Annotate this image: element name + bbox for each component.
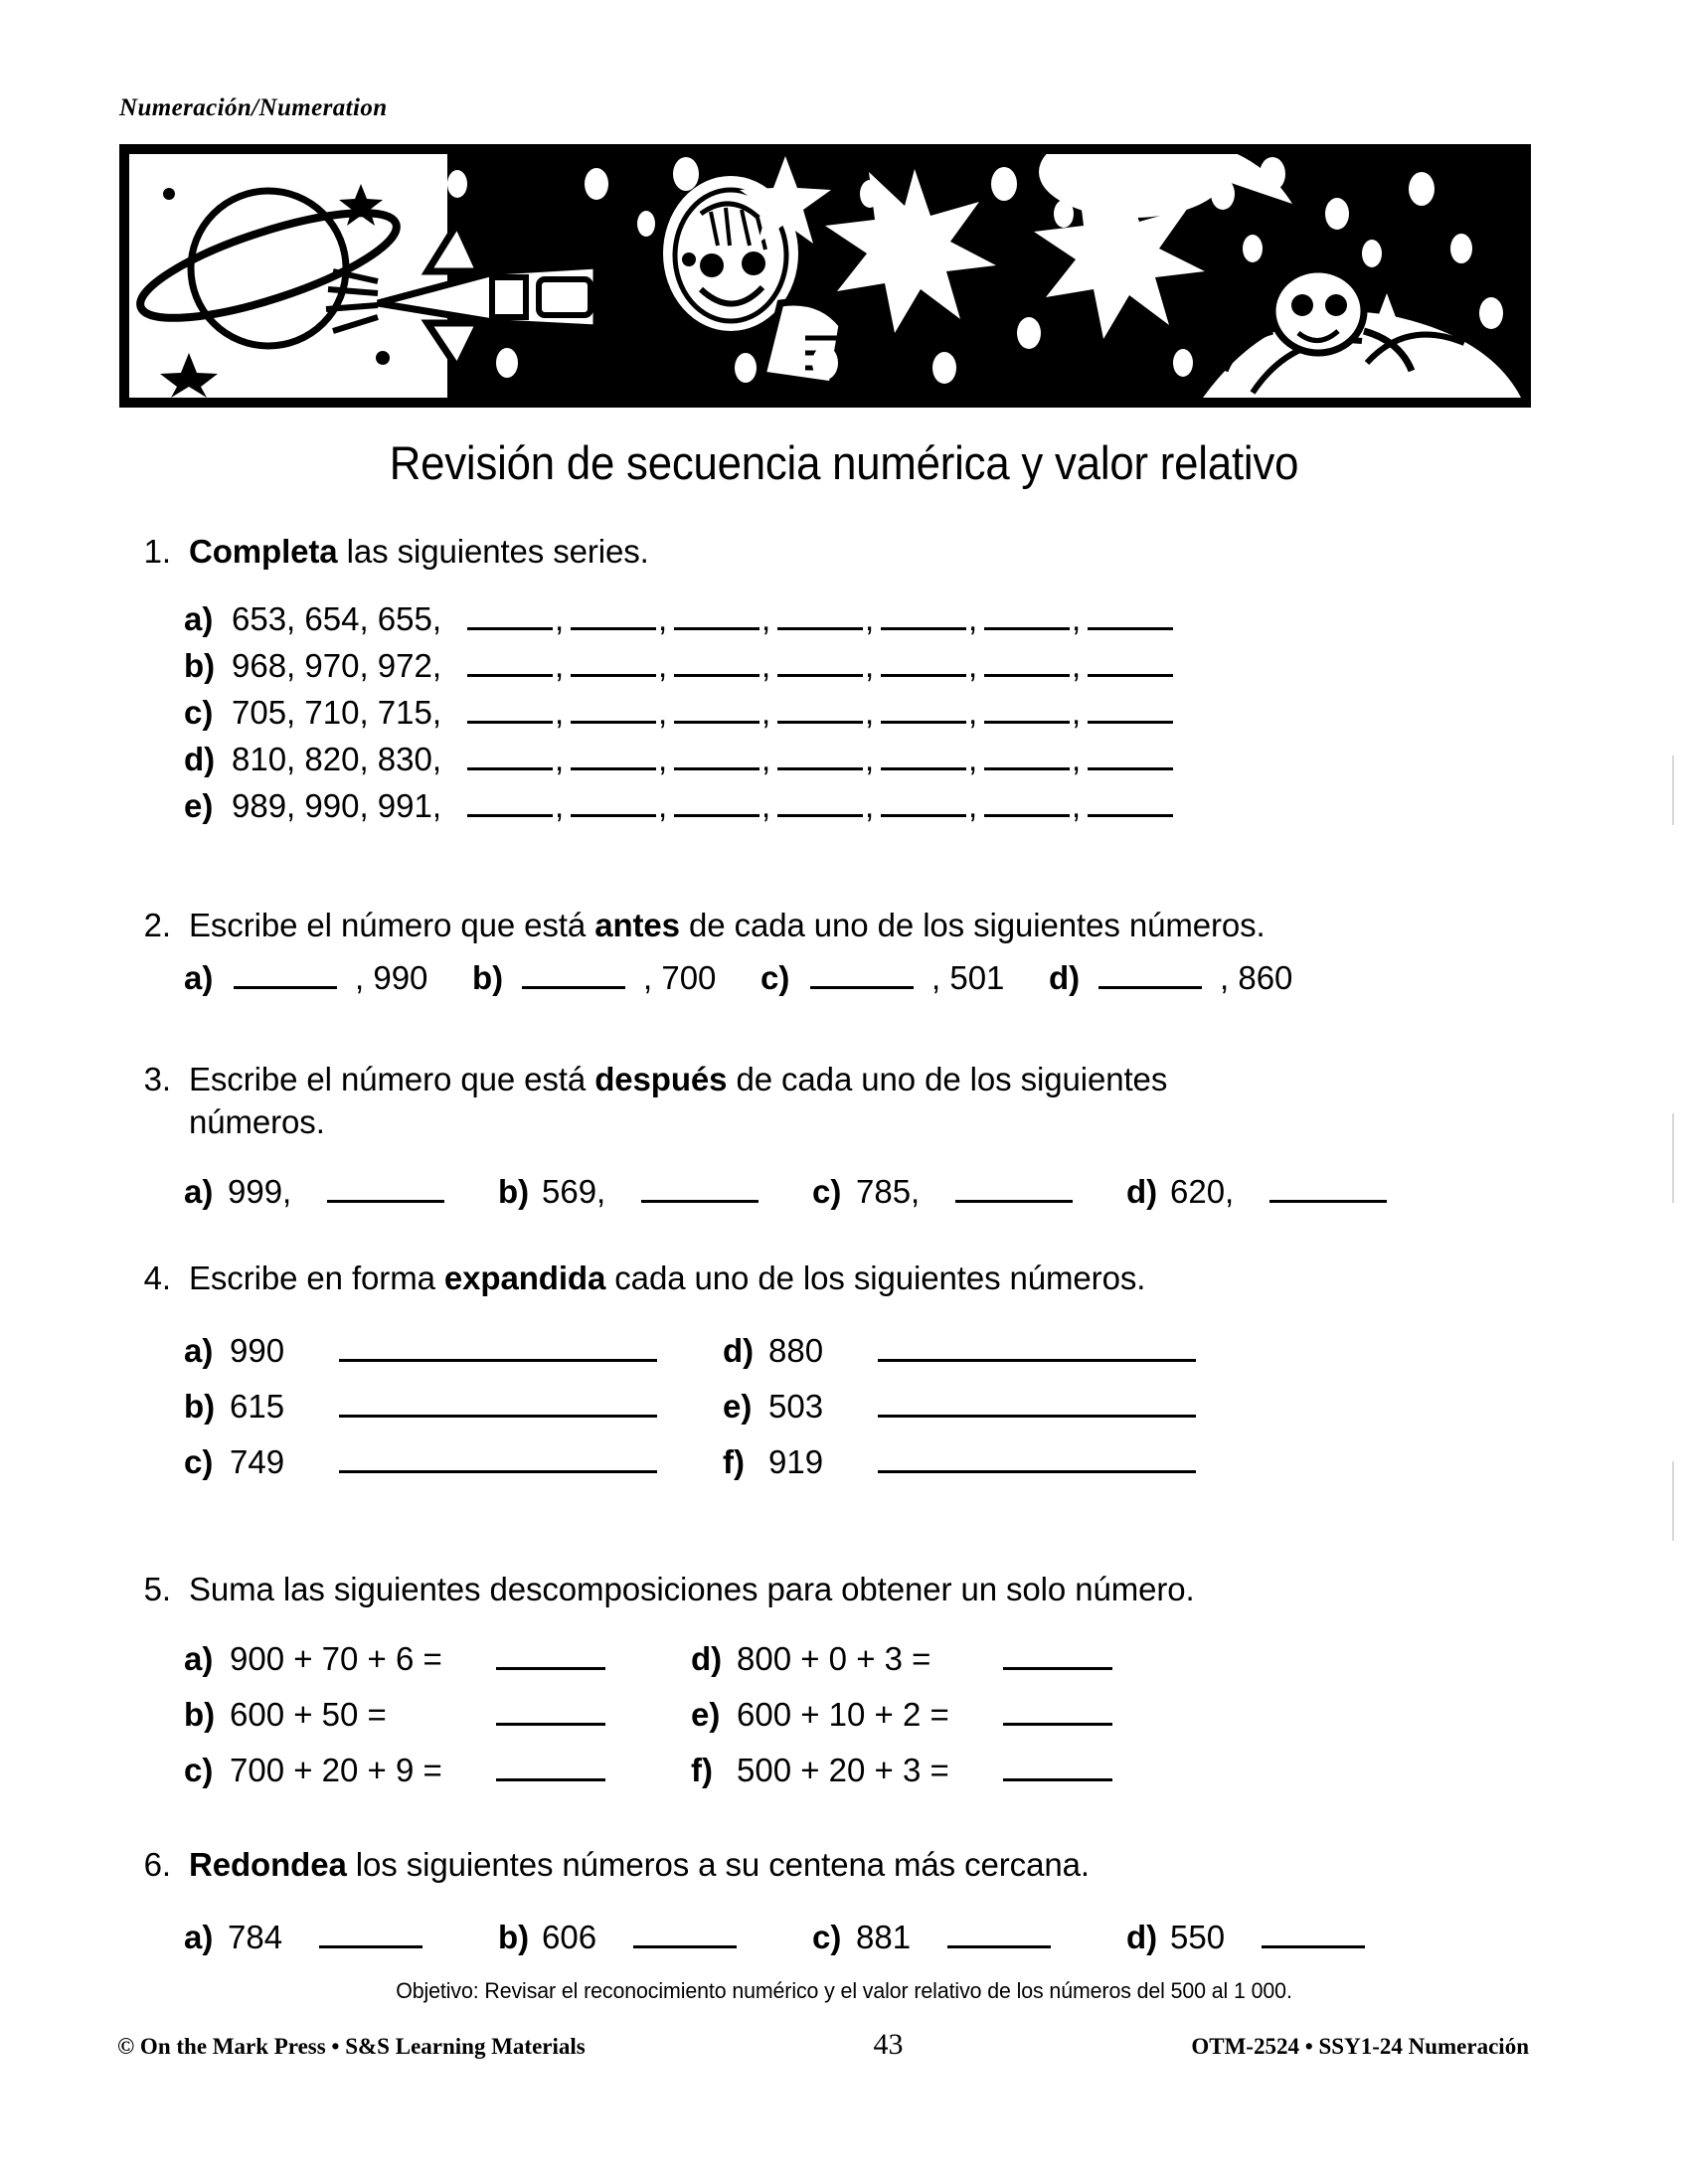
separator-comma: , xyxy=(865,600,875,637)
item-seed: 705, 710, 715, xyxy=(232,694,442,731)
answer-blank[interactable] xyxy=(1003,1667,1112,1670)
item-seed: 810, 820, 830, xyxy=(232,741,442,777)
answer-blank[interactable] xyxy=(674,674,760,677)
item-label: c) xyxy=(184,1752,214,1788)
item-expression: 700 + 20 + 9 = xyxy=(230,1752,442,1788)
question-2-stem xyxy=(189,905,1531,947)
list-item xyxy=(184,1443,1196,1499)
item-label: b) xyxy=(184,647,216,684)
answer-blank[interactable] xyxy=(571,814,656,817)
answer-blank[interactable] xyxy=(947,1945,1051,1948)
question-6-stem-bold: Redondea xyxy=(189,1846,347,1883)
item-value: 503 xyxy=(768,1388,824,1425)
question-6-stem xyxy=(189,1844,1531,1887)
item-value: , 501 xyxy=(931,959,1005,996)
separator-comma: , xyxy=(865,694,875,731)
item-value: 990 xyxy=(230,1332,285,1369)
item-label: c) xyxy=(760,959,790,996)
item-label: e) xyxy=(723,1388,753,1425)
question-4-stem-post: cada uno de los siguientes números. xyxy=(605,1260,1146,1296)
question-3-stem-bold: después xyxy=(594,1061,728,1097)
item-label: d) xyxy=(723,1332,755,1369)
question-4-stem xyxy=(189,1258,1531,1300)
item-expression: 500 + 20 + 3 = xyxy=(737,1752,949,1788)
item-label: f) xyxy=(723,1443,745,1480)
item-expression: 900 + 70 + 6 = xyxy=(230,1640,442,1677)
question-3-stem-pre: Escribe el número que está xyxy=(189,1061,595,1097)
item-label: a) xyxy=(184,1919,214,1955)
item-label: b) xyxy=(498,1919,530,1955)
question-4-items xyxy=(184,1332,1196,1499)
answer-blank[interactable] xyxy=(984,767,1070,770)
answer-blank[interactable] xyxy=(467,674,553,677)
list-item xyxy=(184,787,1175,834)
answer-blank[interactable] xyxy=(1088,767,1173,770)
separator-comma: , xyxy=(658,741,668,777)
answer-blank[interactable] xyxy=(571,674,656,677)
item-value: 620, xyxy=(1170,1173,1235,1210)
answer-blank[interactable] xyxy=(467,721,553,724)
answer-blank[interactable] xyxy=(633,1945,737,1948)
answer-blank[interactable] xyxy=(1003,1778,1112,1781)
separator-comma: , xyxy=(865,741,875,777)
answer-blank[interactable] xyxy=(674,627,760,630)
question-1-items xyxy=(184,600,1175,834)
separator-comma: , xyxy=(968,694,978,731)
running-head: Numeración/Numeration xyxy=(119,94,388,121)
answer-blank[interactable] xyxy=(1003,1723,1112,1726)
question-4-stem-pre: Escribe en forma xyxy=(189,1260,444,1296)
item-value: , 860 xyxy=(1220,959,1293,996)
answer-blank[interactable] xyxy=(496,1778,605,1781)
list-item xyxy=(184,647,1175,694)
footer-code: OTM-2524 • SSY1-24 Numeración xyxy=(1191,2034,1529,2059)
separator-comma: , xyxy=(761,647,771,684)
question-3 xyxy=(119,1059,1441,1144)
list-item xyxy=(184,1919,1365,1956)
item-label: c) xyxy=(812,1173,842,1210)
question-2-stem-post: de cada uno de los siguientes números. xyxy=(679,907,1266,943)
item-label: d) xyxy=(1126,1173,1158,1210)
separator-comma: , xyxy=(1072,647,1082,684)
answer-blank[interactable] xyxy=(777,767,863,770)
answer-blank[interactable] xyxy=(984,814,1070,817)
item-label: d) xyxy=(1049,959,1081,996)
answer-blank[interactable] xyxy=(1088,814,1173,817)
item-expression: 800 + 0 + 3 = xyxy=(737,1640,931,1677)
question-4 xyxy=(119,1258,1531,1300)
item-label: c) xyxy=(184,1443,214,1480)
answer-blank[interactable] xyxy=(984,674,1070,677)
answer-blank[interactable] xyxy=(777,674,863,677)
separator-comma: , xyxy=(555,647,565,684)
list-item xyxy=(184,1640,1112,1696)
answer-blank[interactable] xyxy=(496,1667,605,1670)
question-6-items xyxy=(184,1919,1365,1956)
question-4-stem-bold: expandida xyxy=(443,1260,606,1296)
separator-comma: , xyxy=(658,694,668,731)
question-6 xyxy=(119,1844,1531,1887)
question-6-stem-rest: los siguientes números a su centena más cercana. xyxy=(346,1846,1090,1883)
answer-blank[interactable] xyxy=(339,1415,657,1418)
list-item xyxy=(184,694,1175,741)
objective-note: Objetivo: Revisar el reconocimiento numérico y el valor relativo de los números del 500 al 1 000. xyxy=(396,1978,1292,2003)
answer-blank[interactable] xyxy=(881,627,966,630)
item-label: e) xyxy=(691,1696,721,1733)
answer-blank[interactable] xyxy=(641,1200,759,1203)
item-expression: 600 + 50 = xyxy=(230,1696,387,1733)
separator-comma: , xyxy=(555,787,565,824)
separator-comma: , xyxy=(1072,694,1082,731)
item-seed: 989, 990, 991, xyxy=(232,787,442,824)
list-item xyxy=(184,1332,1196,1388)
question-1-stem-rest: las siguientes series. xyxy=(337,533,649,570)
separator-comma: , xyxy=(865,787,875,824)
separator-comma: , xyxy=(761,694,771,731)
question-2 xyxy=(119,905,1531,947)
item-label: d) xyxy=(691,1640,723,1677)
item-value: 999, xyxy=(228,1173,292,1210)
page-edge-mark xyxy=(1672,1461,1674,1541)
separator-comma: , xyxy=(761,787,771,824)
answer-blank[interactable] xyxy=(327,1200,444,1203)
item-label: c) xyxy=(812,1919,842,1955)
item-value: , 700 xyxy=(643,959,717,996)
answer-blank[interactable] xyxy=(955,1200,1073,1203)
question-3-stem-post: de cada uno de los siguientes xyxy=(727,1061,1168,1097)
answer-blank[interactable] xyxy=(984,627,1070,630)
list-item xyxy=(184,600,1175,647)
item-value: 749 xyxy=(230,1443,285,1480)
answer-blank[interactable] xyxy=(1088,674,1173,677)
item-value: 880 xyxy=(768,1332,824,1369)
answer-blank[interactable] xyxy=(571,721,656,724)
item-label: a) xyxy=(184,600,214,637)
answer-blank[interactable] xyxy=(319,1945,422,1948)
item-label: f) xyxy=(691,1752,713,1788)
item-label: a) xyxy=(184,1640,214,1677)
page-title: Revisión de secuencia numérica y valor relativo xyxy=(389,436,1299,489)
question-2-stem-pre: Escribe el número que está xyxy=(189,907,595,943)
separator-comma: , xyxy=(555,694,565,731)
separator-comma: , xyxy=(555,741,565,777)
question-4-number: 4. xyxy=(143,1260,171,1296)
question-1-stem xyxy=(189,531,1531,574)
answer-blank[interactable] xyxy=(810,986,914,989)
item-value: 569, xyxy=(542,1173,606,1210)
item-value: 919 xyxy=(768,1443,824,1480)
question-6-number: 6. xyxy=(143,1846,171,1883)
page-footer xyxy=(117,2028,1529,2062)
question-5 xyxy=(119,1569,1531,1611)
answer-blank[interactable] xyxy=(881,767,966,770)
answer-blank[interactable] xyxy=(1098,986,1202,989)
answer-blank[interactable] xyxy=(777,721,863,724)
question-2-items xyxy=(184,959,1337,997)
list-item xyxy=(184,1173,1387,1211)
question-3-stem-line2: números. xyxy=(189,1102,325,1140)
question-1 xyxy=(119,531,1531,574)
item-seed: 968, 970, 972, xyxy=(232,647,442,684)
separator-comma: , xyxy=(1072,787,1082,824)
item-value: , 990 xyxy=(355,959,428,996)
list-item xyxy=(184,1696,1112,1752)
page-edge-mark xyxy=(1672,756,1674,825)
answer-blank[interactable] xyxy=(467,814,553,817)
answer-blank[interactable] xyxy=(522,986,625,989)
answer-blank[interactable] xyxy=(878,1415,1196,1418)
separator-comma: , xyxy=(658,600,668,637)
answer-blank[interactable] xyxy=(467,767,553,770)
separator-comma: , xyxy=(1072,741,1082,777)
separator-comma: , xyxy=(968,600,978,637)
item-value: 785, xyxy=(856,1173,921,1210)
space-scene-svg xyxy=(129,154,1521,398)
answer-blank[interactable] xyxy=(467,627,553,630)
answer-blank[interactable] xyxy=(881,674,966,677)
answer-blank[interactable] xyxy=(571,767,656,770)
answer-blank[interactable] xyxy=(1262,1945,1365,1948)
item-label: b) xyxy=(184,1696,216,1733)
list-item xyxy=(184,1752,1112,1807)
question-2-number: 2. xyxy=(143,907,171,943)
question-2-stem-bold: antes xyxy=(594,907,680,943)
separator-comma: , xyxy=(968,647,978,684)
answer-blank[interactable] xyxy=(1088,627,1173,630)
item-label: b) xyxy=(472,959,504,996)
footer-copyright: © On the Mark Press • S&S Learning Materials xyxy=(117,2034,586,2059)
question-1-number: 1. xyxy=(143,533,171,570)
item-label: a) xyxy=(184,959,214,996)
separator-comma: , xyxy=(968,787,978,824)
question-3-stem xyxy=(189,1059,1441,1144)
separator-comma: , xyxy=(761,600,771,637)
item-label: d) xyxy=(184,741,216,777)
answer-blank[interactable] xyxy=(777,814,863,817)
answer-blank[interactable] xyxy=(234,986,337,989)
question-1-stem-bold: Completa xyxy=(189,533,338,570)
question-3-number: 3. xyxy=(143,1061,171,1097)
item-label: b) xyxy=(184,1388,216,1425)
question-5-number: 5. xyxy=(143,1571,171,1607)
answer-blank[interactable] xyxy=(571,627,656,630)
separator-comma: , xyxy=(658,647,668,684)
item-seed: 653, 654, 655, xyxy=(232,600,442,637)
list-item xyxy=(184,1388,1196,1443)
answer-blank[interactable] xyxy=(339,1359,657,1362)
item-expression: 600 + 10 + 2 = xyxy=(737,1696,949,1733)
answer-blank[interactable] xyxy=(339,1470,657,1473)
page-number: 43 xyxy=(873,2028,904,2061)
list-item xyxy=(184,959,1337,997)
answer-blank[interactable] xyxy=(674,814,760,817)
answer-blank[interactable] xyxy=(496,1723,605,1726)
answer-blank[interactable] xyxy=(881,814,966,817)
answer-blank[interactable] xyxy=(674,767,760,770)
item-label: b) xyxy=(498,1173,530,1210)
item-label: a) xyxy=(184,1332,214,1369)
separator-comma: , xyxy=(968,741,978,777)
item-label: d) xyxy=(1126,1919,1158,1955)
separator-comma: , xyxy=(555,600,565,637)
separator-comma: , xyxy=(865,647,875,684)
item-value: 881 xyxy=(856,1919,912,1955)
item-label: e) xyxy=(184,787,214,824)
item-value: 784 xyxy=(228,1919,283,1955)
question-5-items xyxy=(184,1640,1112,1807)
separator-comma: , xyxy=(1072,600,1082,637)
question-3-items xyxy=(184,1173,1387,1211)
page-edge-mark xyxy=(1672,1113,1674,1203)
item-value: 615 xyxy=(230,1388,285,1425)
answer-blank[interactable] xyxy=(881,721,966,724)
answer-blank[interactable] xyxy=(674,721,760,724)
question-5-stem: Suma las siguientes descomposiciones para obtener un solo número. xyxy=(189,1571,1195,1607)
answer-blank[interactable] xyxy=(984,721,1070,724)
list-item xyxy=(184,741,1175,787)
answer-blank[interactable] xyxy=(1088,721,1173,724)
separator-comma: , xyxy=(761,741,771,777)
item-value: 550 xyxy=(1170,1919,1226,1955)
item-label: c) xyxy=(184,694,214,731)
separator-comma: , xyxy=(658,787,668,824)
answer-blank[interactable] xyxy=(878,1359,1196,1362)
item-value: 606 xyxy=(542,1919,597,1955)
answer-blank[interactable] xyxy=(1269,1200,1387,1203)
item-label: a) xyxy=(184,1173,214,1210)
banner-illustration xyxy=(119,144,1531,408)
answer-blank[interactable] xyxy=(777,627,863,630)
answer-blank[interactable] xyxy=(878,1470,1196,1473)
